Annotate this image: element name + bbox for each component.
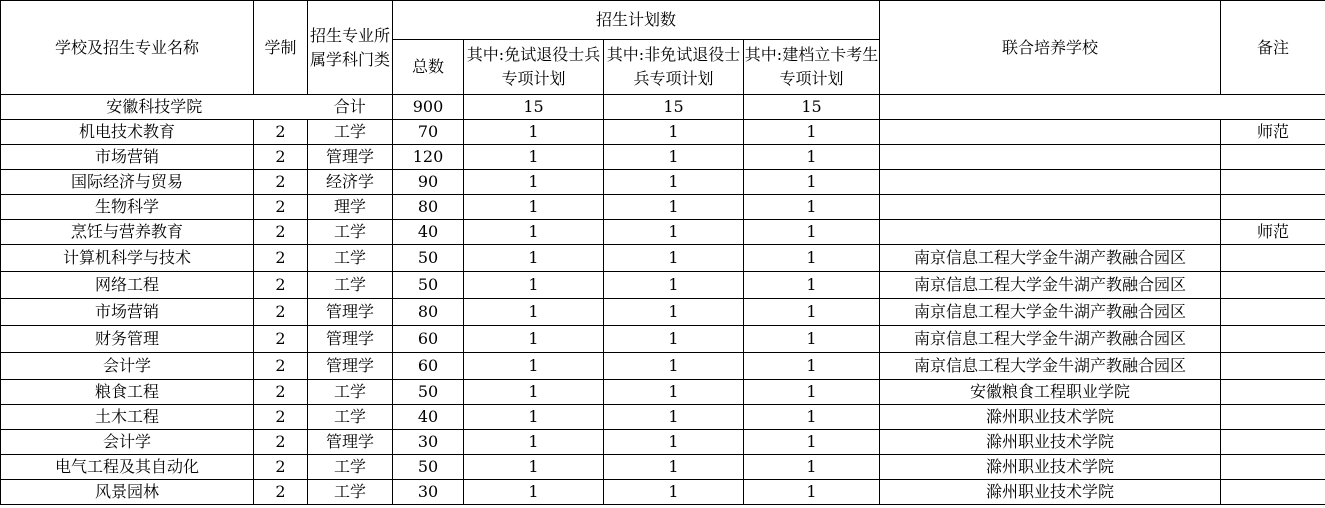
header-school-major: 学校及招生专业名称: [1, 1, 254, 95]
veteran-non-exempt-cell: 1: [604, 299, 744, 326]
veteran-exempt-cell: 1: [464, 430, 604, 455]
note-cell: [1221, 455, 1325, 480]
category-cell: 工学: [308, 220, 393, 245]
veteran-exempt-cell: 1: [464, 353, 604, 380]
total-cell: 80: [393, 195, 464, 220]
note-cell: 师范: [1221, 120, 1325, 145]
partner-cell: 滁州职业技术学院: [880, 480, 1221, 505]
poverty-cell: 1: [744, 455, 880, 480]
duration-cell: 2: [254, 220, 308, 245]
summary-veteran-non-exempt: 15: [604, 95, 744, 120]
poverty-cell: 1: [744, 299, 880, 326]
table-row: [1, 170, 1325, 195]
header-total: 总数: [393, 40, 464, 95]
duration-cell: 2: [254, 170, 308, 195]
major-cell: 机电技术教育: [1, 120, 254, 145]
table-row: [1, 380, 1325, 405]
note-cell: [1221, 405, 1325, 430]
total-cell: 40: [393, 220, 464, 245]
veteran-exempt-cell: 1: [464, 380, 604, 405]
note-cell: [1221, 353, 1325, 380]
category-cell: 管理学: [308, 353, 393, 380]
note-cell: [1221, 430, 1325, 455]
note-cell: [1221, 195, 1325, 220]
note-cell: 师范: [1221, 220, 1325, 245]
poverty-cell: 1: [744, 170, 880, 195]
major-cell: 市场营销: [1, 145, 254, 170]
total-cell: 60: [393, 353, 464, 380]
category-cell: 管理学: [308, 430, 393, 455]
major-cell: 国际经济与贸易: [1, 170, 254, 195]
total-cell: 30: [393, 430, 464, 455]
category-cell: 工学: [308, 455, 393, 480]
poverty-cell: 1: [744, 430, 880, 455]
table-row: [1, 145, 1325, 170]
veteran-exempt-cell: 1: [464, 299, 604, 326]
veteran-exempt-cell: 1: [464, 245, 604, 272]
major-cell: 计算机科学与技术: [1, 245, 254, 272]
category-cell: 工学: [308, 245, 393, 272]
table-row: [1, 272, 1325, 299]
poverty-cell: 1: [744, 480, 880, 505]
veteran-non-exempt-cell: 1: [604, 480, 744, 505]
veteran-non-exempt-cell: 1: [604, 430, 744, 455]
partner-cell: [880, 220, 1221, 245]
table-row: [1, 299, 1325, 326]
veteran-non-exempt-cell: 1: [604, 195, 744, 220]
duration-cell: 2: [254, 299, 308, 326]
summary-school: 安徽科技学院: [1, 95, 308, 120]
poverty-cell: 1: [744, 326, 880, 353]
category-cell: 工学: [308, 120, 393, 145]
veteran-non-exempt-cell: 1: [604, 326, 744, 353]
table-row: [1, 326, 1325, 353]
veteran-non-exempt-cell: 1: [604, 120, 744, 145]
veteran-non-exempt-cell: 1: [604, 170, 744, 195]
table-row: [1, 220, 1325, 245]
duration-cell: 2: [254, 353, 308, 380]
summary-empty: [880, 95, 1325, 120]
poverty-cell: 1: [744, 353, 880, 380]
veteran-non-exempt-cell: 1: [604, 455, 744, 480]
duration-cell: 2: [254, 405, 308, 430]
total-cell: 30: [393, 480, 464, 505]
poverty-cell: 1: [744, 245, 880, 272]
header-partner: 联合培养学校: [880, 1, 1221, 95]
partner-cell: [880, 120, 1221, 145]
total-cell: 90: [393, 170, 464, 195]
category-cell: 工学: [308, 272, 393, 299]
header-plan: 招生计划数: [393, 1, 880, 40]
veteran-exempt-cell: 1: [464, 120, 604, 145]
veteran-non-exempt-cell: 1: [604, 145, 744, 170]
veteran-exempt-cell: 1: [464, 480, 604, 505]
category-cell: 管理学: [308, 299, 393, 326]
partner-cell: 南京信息工程大学金牛湖产教融合园区: [880, 326, 1221, 353]
veteran-non-exempt-cell: 1: [604, 245, 744, 272]
category-cell: 工学: [308, 480, 393, 505]
major-cell: 土木工程: [1, 405, 254, 430]
category-cell: 理学: [308, 195, 393, 220]
major-cell: 网络工程: [1, 272, 254, 299]
duration-cell: 2: [254, 272, 308, 299]
partner-cell: 南京信息工程大学金牛湖产教融合园区: [880, 245, 1221, 272]
duration-cell: 2: [254, 120, 308, 145]
major-cell: 会计学: [1, 430, 254, 455]
partner-cell: 安徽粮食工程职业学院: [880, 380, 1221, 405]
poverty-cell: 1: [744, 120, 880, 145]
total-cell: 120: [393, 145, 464, 170]
total-cell: 50: [393, 455, 464, 480]
note-cell: [1221, 170, 1325, 195]
veteran-non-exempt-cell: 1: [604, 272, 744, 299]
header-note: 备注: [1221, 1, 1325, 95]
duration-cell: 2: [254, 480, 308, 505]
note-cell: [1221, 299, 1325, 326]
category-cell: 工学: [308, 380, 393, 405]
table-row: [1, 430, 1325, 455]
duration-cell: 2: [254, 430, 308, 455]
header-duration: 学制: [254, 1, 308, 95]
table-row: [1, 480, 1325, 505]
partner-cell: [880, 170, 1221, 195]
veteran-exempt-cell: 1: [464, 170, 604, 195]
duration-cell: 2: [254, 245, 308, 272]
veteran-non-exempt-cell: 1: [604, 220, 744, 245]
poverty-cell: 1: [744, 145, 880, 170]
summary-label: 合计: [308, 95, 393, 120]
note-cell: [1221, 272, 1325, 299]
note-cell: [1221, 326, 1325, 353]
veteran-non-exempt-cell: 1: [604, 380, 744, 405]
partner-cell: 滁州职业技术学院: [880, 405, 1221, 430]
duration-cell: 2: [254, 455, 308, 480]
veteran-exempt-cell: 1: [464, 145, 604, 170]
partner-cell: 南京信息工程大学金牛湖产教融合园区: [880, 272, 1221, 299]
header-category: 招生专业所属学科门类: [308, 1, 393, 95]
veteran-exempt-cell: 1: [464, 195, 604, 220]
summary-total: 900: [393, 95, 464, 120]
partner-cell: [880, 195, 1221, 220]
poverty-cell: 1: [744, 195, 880, 220]
table-row: [1, 245, 1325, 272]
table-row: [1, 353, 1325, 380]
total-cell: 50: [393, 245, 464, 272]
header-veteran-non-exempt: 其中:非免试退役士兵专项计划: [604, 40, 744, 95]
major-cell: 粮食工程: [1, 380, 254, 405]
table-row: [1, 455, 1325, 480]
header-veteran-exempt: 其中:免试退役士兵专项计划: [464, 40, 604, 95]
total-cell: 40: [393, 405, 464, 430]
table-row: [1, 405, 1325, 430]
total-cell: 80: [393, 299, 464, 326]
note-cell: [1221, 145, 1325, 170]
duration-cell: 2: [254, 380, 308, 405]
category-cell: 工学: [308, 405, 393, 430]
partner-cell: 南京信息工程大学金牛湖产教融合园区: [880, 299, 1221, 326]
major-cell: 电气工程及其自动化: [1, 455, 254, 480]
major-cell: 生物科学: [1, 195, 254, 220]
duration-cell: 2: [254, 145, 308, 170]
partner-cell: 滁州职业技术学院: [880, 430, 1221, 455]
note-cell: [1221, 480, 1325, 505]
veteran-non-exempt-cell: 1: [604, 353, 744, 380]
poverty-cell: 1: [744, 220, 880, 245]
table-row: [1, 120, 1325, 145]
veteran-exempt-cell: 1: [464, 326, 604, 353]
partner-cell: 滁州职业技术学院: [880, 455, 1221, 480]
poverty-cell: 1: [744, 272, 880, 299]
duration-cell: 2: [254, 195, 308, 220]
summary-poverty: 15: [744, 95, 880, 120]
veteran-exempt-cell: 1: [464, 220, 604, 245]
major-cell: 市场营销: [1, 299, 254, 326]
poverty-cell: 1: [744, 380, 880, 405]
total-cell: 70: [393, 120, 464, 145]
major-cell: 会计学: [1, 353, 254, 380]
category-cell: 管理学: [308, 145, 393, 170]
major-cell: 财务管理: [1, 326, 254, 353]
category-cell: 管理学: [308, 326, 393, 353]
summary-veteran-exempt: 15: [464, 95, 604, 120]
total-cell: 50: [393, 380, 464, 405]
veteran-non-exempt-cell: 1: [604, 405, 744, 430]
category-cell: 经济学: [308, 170, 393, 195]
header-poverty: 其中:建档立卡考生专项计划: [744, 40, 880, 95]
veteran-exempt-cell: 1: [464, 405, 604, 430]
major-cell: 风景园林: [1, 480, 254, 505]
major-cell: 烹饪与营养教育: [1, 220, 254, 245]
partner-cell: 南京信息工程大学金牛湖产教融合园区: [880, 353, 1221, 380]
duration-cell: 2: [254, 326, 308, 353]
summary-row: [1, 95, 1325, 120]
veteran-exempt-cell: 1: [464, 455, 604, 480]
partner-cell: [880, 145, 1221, 170]
note-cell: [1221, 380, 1325, 405]
note-cell: [1221, 245, 1325, 272]
total-cell: 50: [393, 272, 464, 299]
total-cell: 60: [393, 326, 464, 353]
veteran-exempt-cell: 1: [464, 272, 604, 299]
table-row: [1, 195, 1325, 220]
poverty-cell: 1: [744, 405, 880, 430]
